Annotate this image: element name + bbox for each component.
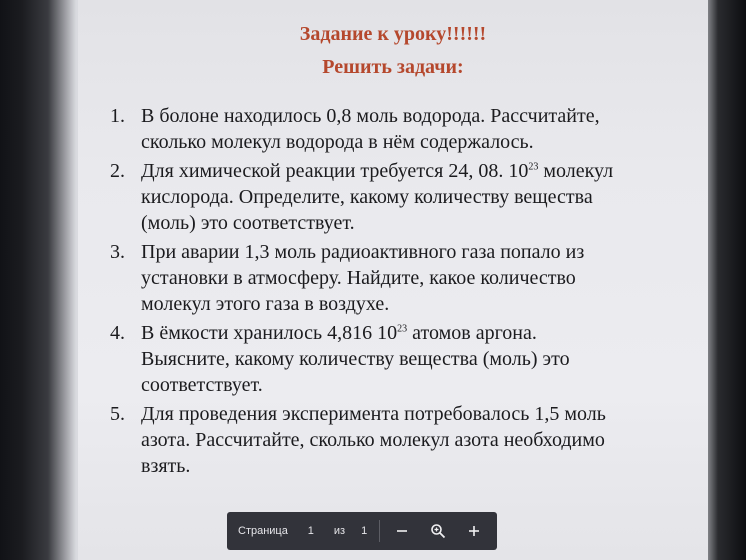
exponent: 23 xyxy=(397,323,408,335)
plus-icon xyxy=(467,524,481,538)
page-subtitle: Решить задачи: xyxy=(322,56,464,78)
task-line: сколько молекул водорода в нём содержалось. xyxy=(141,131,534,153)
page-title: Задание к уроку!!!!!! xyxy=(299,23,487,45)
task-text: Для химической реакции требуется 24, 08. 10 xyxy=(141,160,529,182)
task-list xyxy=(108,103,688,482)
task-line: азота. Рассчитайте, сколько молекул азота необходимо xyxy=(141,429,605,451)
zoom-out-button[interactable] xyxy=(388,517,416,545)
task-line: (моль) это соответствует. xyxy=(141,212,355,234)
document-page xyxy=(78,0,708,560)
task-line: взять. xyxy=(141,455,191,477)
current-page-input[interactable]: 1 xyxy=(307,525,314,537)
task-number: 4. xyxy=(110,322,125,344)
task-line: Для проведения эксперимента потребовалось 1,5 моль xyxy=(141,403,606,425)
task-line: установки в атмосферу. Найдите, какое количество xyxy=(141,267,576,289)
task-number: 3. xyxy=(110,241,125,263)
task-item-3 xyxy=(108,239,688,317)
task-item-5 xyxy=(108,401,688,479)
toolbar-divider xyxy=(379,520,380,542)
page-label: Страница xyxy=(238,525,288,537)
minus-icon xyxy=(395,524,409,538)
task-item-1 xyxy=(108,103,688,155)
task-line xyxy=(141,158,688,184)
of-label: из xyxy=(333,525,346,537)
task-line: молекул этого газа в воздухе. xyxy=(141,293,390,315)
zoom-in-button[interactable] xyxy=(460,517,488,545)
task-line: В болоне находилось 0,8 моль водорода. Рассчитайте, xyxy=(141,105,600,127)
task-number: 2. xyxy=(110,160,125,182)
task-number: 1. xyxy=(110,105,125,127)
task-line: соответствует. xyxy=(141,374,263,396)
task-line: кислорода. Определите, какому количеству вещества xyxy=(141,186,593,208)
task-item-4 xyxy=(108,320,688,398)
document-header xyxy=(78,20,708,80)
task-number: 5. xyxy=(110,403,125,425)
task-text: атомов аргона. xyxy=(407,322,537,344)
task-item-2 xyxy=(108,158,688,236)
task-line: При аварии 1,3 моль радиоактивного газа попало из xyxy=(141,241,585,263)
task-line xyxy=(141,320,688,346)
task-text: молекул xyxy=(538,160,614,182)
zoom-button[interactable] xyxy=(424,517,452,545)
task-text: В ёмкости хранилось 4,816 10 xyxy=(141,322,398,344)
task-line: Выясните, какому количеству вещества (моль) это xyxy=(141,348,570,370)
total-pages: 1 xyxy=(361,525,368,537)
magnifier-icon xyxy=(430,523,446,539)
pdf-toolbar xyxy=(227,512,497,550)
exponent: 23 xyxy=(528,161,539,173)
